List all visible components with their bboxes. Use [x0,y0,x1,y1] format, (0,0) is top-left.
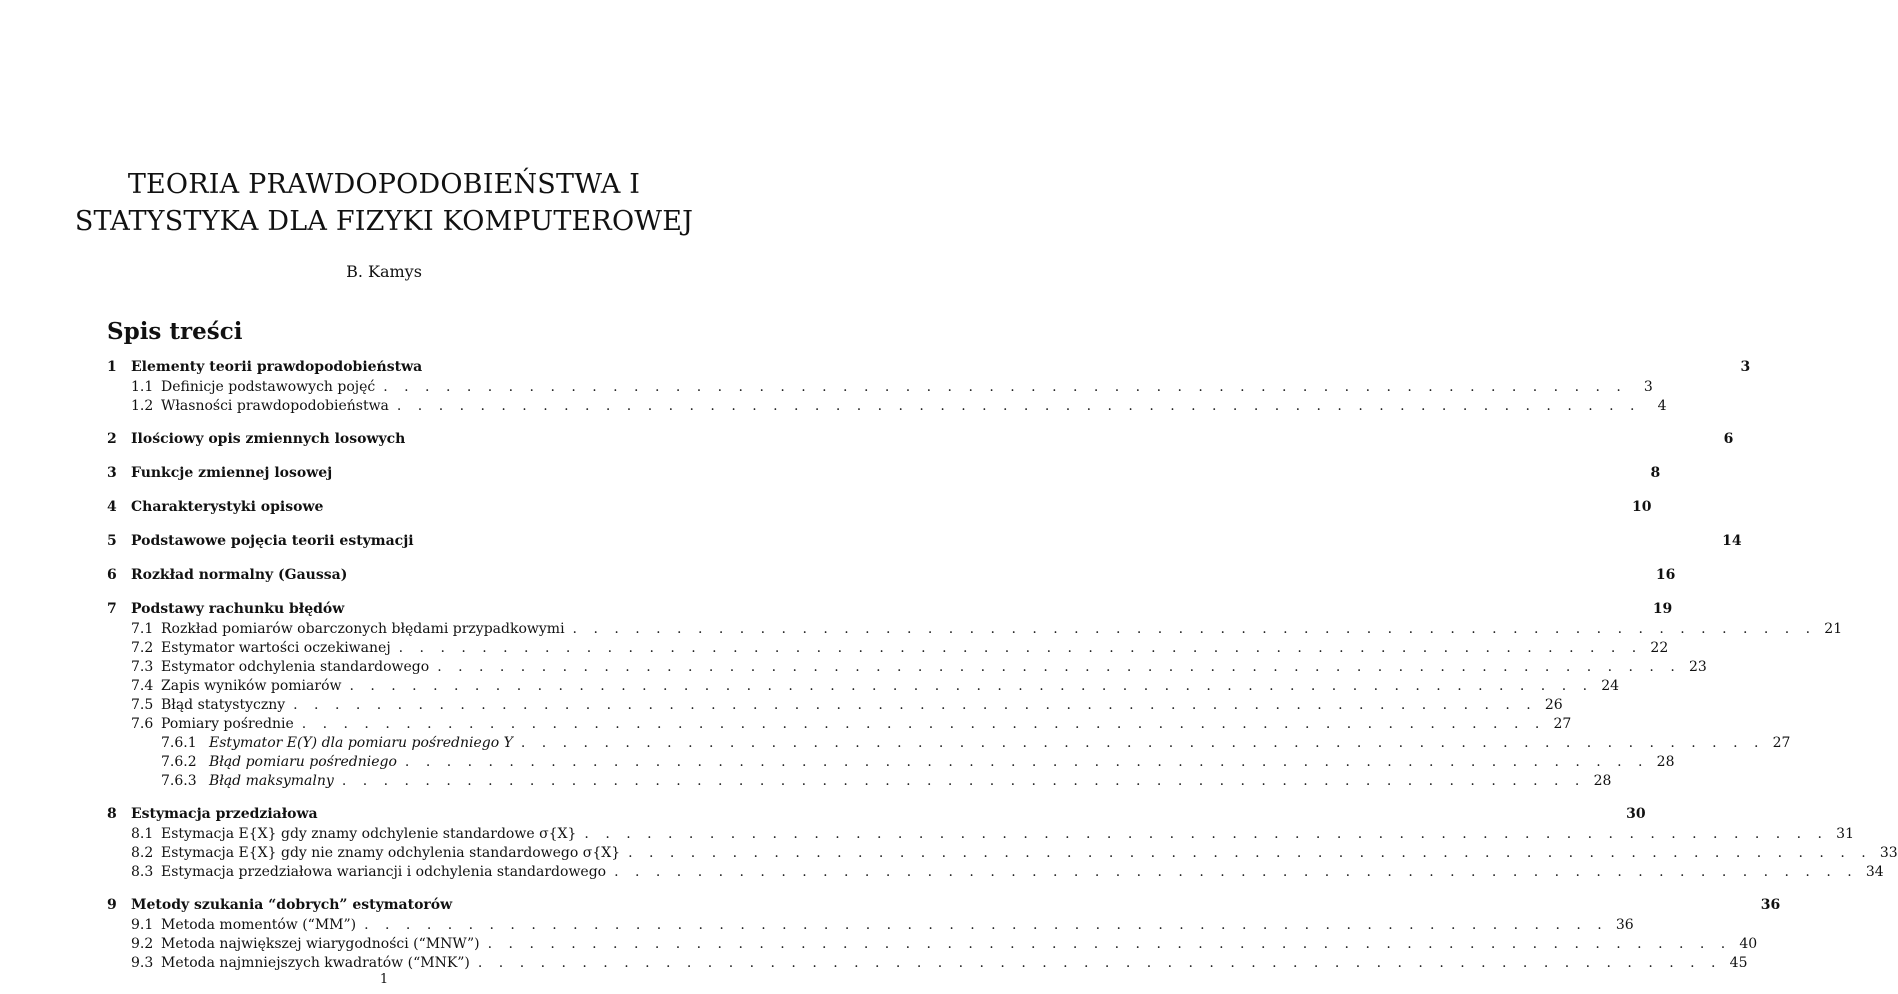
toc-entry-number: 1.2 [131,398,154,414]
title-line-2: STATYSTYKA DLA FIZYKI KOMPUTEROWEJ [74,206,694,237]
toc-entry-page: 6 [1723,431,1734,447]
toc-entry-label: Rozkład pomiarów obarczonych błędami przypadkowymi [161,621,565,637]
toc-entry[interactable] [107,917,1634,936]
toc-entry[interactable] [107,621,1843,640]
toc-gap [107,519,661,533]
toc-entry-number: 9.2 [131,936,154,952]
toc-entry-number: 9 [107,897,117,913]
toc-entry[interactable] [107,754,1675,773]
toc-entry-number: 7.6.2 [161,754,197,770]
toc-dot-leader: . . . . . . . . . . . . . . . . . . . . . . . . . . . . . . . . . . . . . . . . . . . . . . . . . . . . . . . . . . . . [341,773,1586,789]
toc-entry-label: Podstawowe pojęcia teorii estymacji [131,533,414,549]
toc-entry[interactable] [107,359,1751,379]
toc-entry-number: 1 [107,359,117,375]
toc-entry-label: Błąd statystyczny [161,697,286,713]
toc-entry-number: 1.1 [131,379,154,395]
toc-entry[interactable] [107,567,1676,587]
toc-gap [107,792,661,806]
toc-entry-page: 36 [1760,897,1781,913]
toc-heading: Spis treści [107,318,243,345]
toc-dot-leader: . . . . . . . . . . . . . . . . . . . . . . . . . . . . . . . . . . . . . . . . . . . . . . . . . . . . . . . . . . . . [628,845,1872,861]
toc-entry-page: 4 [1657,398,1667,414]
toc-entry[interactable] [107,659,1707,678]
toc-entry-label: Estymator odchylenia standardowego [161,659,430,675]
toc-entry[interactable] [107,499,1652,519]
toc-entry-page: 36 [1615,917,1634,933]
toc-entry[interactable] [107,640,1669,659]
toc-dot-leader: . . . . . . . . . . . . . . . . . . . . . . . . . . . . . . . . . . . . . . . . . . . . . . . . . . . . . . . . . . . . [487,936,1732,952]
toc-gap [107,485,661,499]
toc-entry[interactable] [107,826,1854,845]
toc-entry-page: 27 [1553,716,1572,732]
toc-entry-number: 7.6 [131,716,154,732]
toc-entry-number: 7.1 [131,621,154,637]
toc-dot-leader: . . . . . . . . . . . . . . . . . . . . . . . . . . . . . . . . . . . . . . . . . . . . . . . . . . . . . . . . . . . . [398,640,1643,656]
toc-dot-leader: . . . . . . . . . . . . . . . . . . . . . . . . . . . . . . . . . . . . . . . . . . . . . . . . . . . . . . . . . . . . [584,826,1828,842]
toc-entry-number: 2 [107,431,117,447]
toc-entry-label: Błąd pomiaru pośredniego [209,754,397,770]
toc-entry-label: Definicje podstawowych pojęć [161,379,376,395]
toc-gap [107,553,661,567]
toc-entry-label: Estymacja przedziałowa [131,806,318,822]
toc-entry-page: 40 [1739,936,1758,952]
toc-entry-label: Estymacja E{X} gdy znamy odchylenie standardowe σ{X} [161,826,577,842]
toc-entry-page: 3 [1740,359,1751,375]
toc-entry-page: 33 [1879,845,1898,861]
toc-entry-number: 6 [107,567,117,583]
toc-gap [107,587,661,601]
toc-entry-page: 21 [1824,621,1843,637]
toc-entry-page: 24 [1601,678,1620,694]
toc-entry-label: Estymator E(Y) dla pomiaru pośredniego Y [209,735,513,751]
toc-entry-number: 7.6.1 [161,735,197,751]
author: B. Kamys [346,262,422,281]
toc-entry-label: Błąd maksymalny [209,773,334,789]
toc-dot-leader: . . . . . . . . . . . . . . . . . . . . . . . . . . . . . . . . . . . . . . . . . . . . . . . . . . . . . . . . . . . . [383,379,1627,395]
toc-dot-leader: . . . . . . . . . . . . . . . . . . . . . . . . . . . . . . . . . . . . . . . . . . . . . . . . . . . . . . . . . . . . [349,678,1594,694]
toc-gap [107,883,661,897]
toc-entry-label: Ilościowy opis zmiennych losowych [131,431,406,447]
toc-entry-number: 7.2 [131,640,154,656]
toc-entry-label: Podstawy rachunku błędów [131,601,345,617]
toc-entry-page: 31 [1836,826,1854,842]
toc-entry[interactable] [107,379,1653,398]
toc-entry[interactable] [107,864,1884,883]
toc-entry[interactable] [107,936,1758,955]
toc-dot-leader: . . . . . . . . . . . . . . . . . . . . . . . . . . . . . . . . . . . . . . . . . . . . . . . . . . . . . . . . . . . . [364,917,1608,933]
toc-entry-page: 14 [1722,533,1742,549]
toc-entry-page: 34 [1865,864,1884,880]
toc-entry-label: Pomiary pośrednie [161,716,294,732]
toc-entry[interactable] [107,431,1734,451]
toc-entry[interactable] [107,678,1620,697]
toc-dot-leader: . . . . . . . . . . . . . . . . . . . . . . . . . . . . . . . . . . . . . . . . . . . . . . . . . . . . . . . . . . . . [301,716,1546,732]
toc-entry-page: 28 [1656,754,1675,770]
toc-entry[interactable] [107,806,1646,826]
toc-entry-label: Własności prawdopodobieństwa [161,398,389,414]
toc-entry-number: 8.1 [131,826,154,842]
toc-entry-label: Metody szukania “dobrych” estymatorów [131,897,453,913]
toc-entry-page: 28 [1593,773,1612,789]
toc-entry-label: Charakterystyki opisowe [131,499,324,515]
toc-entry[interactable] [107,533,1742,553]
toc-entry[interactable] [107,601,1673,621]
page-number: 1 [379,972,389,987]
toc-gap [107,417,661,431]
toc-entry-number: 7.5 [131,697,154,713]
toc-entry-label: Zapis wyników pomiarów [161,678,342,694]
toc-entry-label: Estymator wartości oczekiwanej [161,640,391,656]
toc-entry-number: 4 [107,499,117,515]
toc-entry[interactable] [107,697,1563,716]
toc-entry[interactable] [107,845,1898,864]
toc-entry-page: 3 [1643,379,1653,395]
toc-dot-leader: . . . . . . . . . . . . . . . . . . . . . . . . . . . . . . . . . . . . . . . . . . . . . . . . . . . . . . . . . . . . [293,697,1537,713]
toc-entry[interactable] [107,398,1667,417]
toc-entry[interactable] [107,465,1661,485]
toc-entry-number: 8.3 [131,864,154,880]
toc-entry-label: Metoda najmniejszych kwadratów (“MNK”) [161,955,470,971]
toc-entry-number: 7.6.3 [161,773,197,789]
toc-entry-label: Estymacja E{X} gdy nie znamy odchylenia standardowego σ{X} [161,845,621,861]
toc-entry-page: 10 [1631,499,1652,515]
toc-entry-page: 19 [1652,601,1673,617]
toc-dot-leader: . . . . . . . . . . . . . . . . . . . . . . . . . . . . . . . . . . . . . . . . . . . . . . . . . . . . . . . . . . . . [520,735,1765,751]
document-title [0,166,768,240]
toc-entry-page: 23 [1688,659,1707,675]
toc-entry-number: 8 [107,806,117,822]
toc-entry-page: 27 [1772,735,1791,751]
toc-entry-label: Estymacja przedziałowa wariancji i odchylenia standardowego [161,864,607,880]
toc-gap [107,451,661,465]
toc-entry[interactable] [107,735,1791,754]
toc-entry-label: Metoda największej wiarygodności (“MNW”) [161,936,480,952]
toc-entry[interactable] [107,897,1781,917]
toc-entry-page: 22 [1650,640,1669,656]
toc-entry-page: 26 [1544,697,1563,713]
toc-entry-number: 8.2 [131,845,154,861]
toc-entry-page: 8 [1650,465,1661,481]
toc-dot-leader: . . . . . . . . . . . . . . . . . . . . . . . . . . . . . . . . . . . . . . . . . . . . . . . . . . . . . . . . . . . . [477,955,1722,971]
toc-dot-leader: . . . . . . . . . . . . . . . . . . . . . . . . . . . . . . . . . . . . . . . . . . . . . . . . . . . . . . . . . . . . [437,659,1681,675]
table-of-contents [107,359,1898,974]
toc-entry-number: 7.3 [131,659,154,675]
toc-entry-number: 7 [107,601,117,617]
toc-entry[interactable] [107,716,1572,735]
toc-entry-page: 30 [1626,806,1646,822]
toc-entry-number: 9.3 [131,955,154,971]
toc-dot-leader: . . . . . . . . . . . . . . . . . . . . . . . . . . . . . . . . . . . . . . . . . . . . . . . . . . . . . . . . . . . . [614,864,1858,880]
toc-entry-label: Funkcje zmiennej losowej [131,465,333,481]
toc-dot-leader: . . . . . . . . . . . . . . . . . . . . . . . . . . . . . . . . . . . . . . . . . . . . . . . . . . . . . . . . . . . . [404,754,1649,770]
toc-entry-number: 9.1 [131,917,154,933]
toc-entry-number: 5 [107,533,117,549]
toc-dot-leader: . . . . . . . . . . . . . . . . . . . . . . . . . . . . . . . . . . . . . . . . . . . . . . . . . . . . . . . . . . . . [572,621,1817,637]
toc-entry-page: 16 [1655,567,1676,583]
toc-entry-label: Elementy teorii prawdopodobieństwa [131,359,423,375]
toc-entry-page: 45 [1729,955,1748,971]
title-line-1: TEORIA PRAWDOPODOBIEŃSTWA I [127,169,641,200]
toc-entry-label: Metoda momentów (“MM”) [161,917,357,933]
toc-entry-number: 3 [107,465,117,481]
toc-entry[interactable] [107,773,1612,792]
toc-entry-label: Rozkład normalny (Gaussa) [131,567,348,583]
toc-entry-number: 7.4 [131,678,154,694]
toc-dot-leader: . . . . . . . . . . . . . . . . . . . . . . . . . . . . . . . . . . . . . . . . . . . . . . . . . . . . . . . . . . . . [396,398,1641,414]
